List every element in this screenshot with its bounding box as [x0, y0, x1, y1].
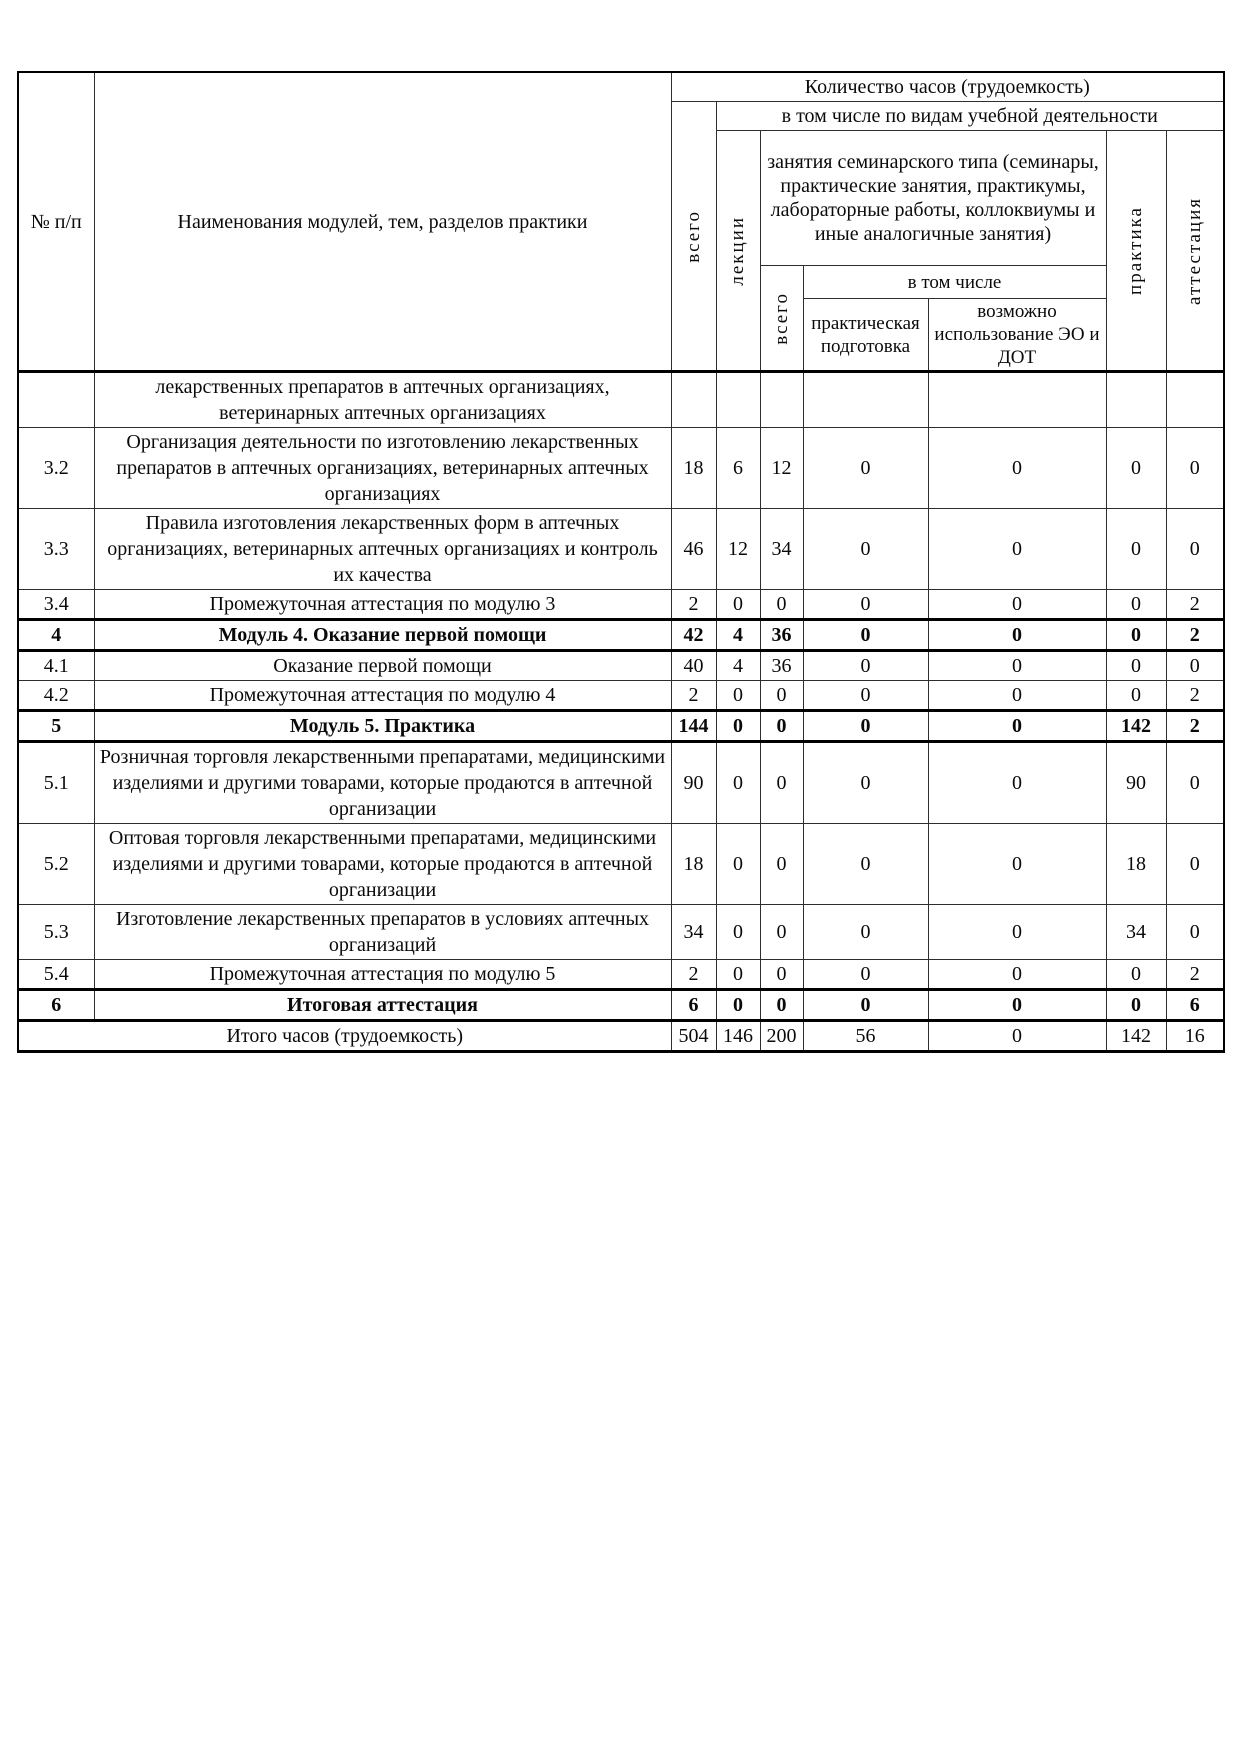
hours-cell: 0	[1166, 509, 1224, 590]
hours-cell	[716, 372, 760, 428]
hours-cell: 0	[928, 742, 1106, 824]
header-practice	[1106, 131, 1166, 372]
hours-cell: 2	[671, 681, 716, 711]
row-name: Модуль 5. Практика	[94, 711, 671, 742]
row-num: 5.2	[18, 824, 94, 905]
hours-cell: 0	[803, 905, 928, 960]
header-seminar-total-label: всего	[770, 291, 792, 345]
table-row	[18, 905, 1224, 960]
hours-cell: 0	[803, 428, 928, 509]
hours-cell: 2	[1166, 960, 1224, 990]
hours-cell: 46	[671, 509, 716, 590]
header-by-activity: в том числе по видам учебной деятельности	[716, 102, 1224, 131]
table-header	[18, 72, 1224, 372]
curriculum-table	[17, 71, 1225, 1053]
header-lectures-label: лекции	[727, 215, 748, 286]
hours-cell: 0	[928, 824, 1106, 905]
hours-cell: 2	[1166, 711, 1224, 742]
hours-cell: 0	[716, 824, 760, 905]
total-hours-cell: 56	[803, 1021, 928, 1052]
hours-cell: 0	[1106, 990, 1166, 1021]
hours-cell	[1106, 372, 1166, 428]
header-seminar-group: занятия семинарского типа (семинары, практические занятия, практикумы, лабораторные работы, коллоквиумы и иные аналогичные занятия)	[760, 131, 1106, 266]
hours-cell: 0	[1106, 620, 1166, 651]
hours-cell: 12	[716, 509, 760, 590]
row-num: 3.4	[18, 590, 94, 620]
row-name: Модуль 4. Оказание первой помощи	[94, 620, 671, 651]
row-num: 6	[18, 990, 94, 1021]
total-hours-cell: 146	[716, 1021, 760, 1052]
table-row	[18, 711, 1224, 742]
header-attestation	[1166, 131, 1224, 372]
row-name: Оптовая торговля лекарственными препаратами, медицинскими изделиями и другими товарами, которые продаются в аптечной организации	[94, 824, 671, 905]
hours-cell: 0	[1166, 742, 1224, 824]
total-hours-cell: 142	[1106, 1021, 1166, 1052]
hours-cell: 6	[1166, 990, 1224, 1021]
hours-cell: 34	[1106, 905, 1166, 960]
hours-cell: 2	[1166, 590, 1224, 620]
hours-cell: 36	[760, 651, 803, 681]
hours-cell	[928, 372, 1106, 428]
hours-cell: 18	[1106, 824, 1166, 905]
hours-cell: 0	[803, 960, 928, 990]
hours-cell: 0	[716, 905, 760, 960]
hours-cell: 0	[803, 990, 928, 1021]
row-num: 4	[18, 620, 94, 651]
hours-cell: 0	[716, 742, 760, 824]
table-row	[18, 428, 1224, 509]
table-row	[18, 590, 1224, 620]
row-name: Промежуточная аттестация по модулю 5	[94, 960, 671, 990]
hours-cell: 6	[716, 428, 760, 509]
hours-cell: 142	[1106, 711, 1166, 742]
hours-cell: 0	[716, 681, 760, 711]
hours-cell: 0	[1166, 824, 1224, 905]
table-row	[18, 372, 1224, 428]
hours-cell: 4	[716, 620, 760, 651]
hours-cell: 0	[803, 620, 928, 651]
hours-cell: 12	[760, 428, 803, 509]
row-num: 5.1	[18, 742, 94, 824]
hours-cell: 0	[928, 990, 1106, 1021]
hours-cell: 0	[716, 990, 760, 1021]
total-hours-cell: 200	[760, 1021, 803, 1052]
hours-cell: 6	[671, 990, 716, 1021]
row-num: 3.3	[18, 509, 94, 590]
hours-cell	[671, 372, 716, 428]
hours-cell: 0	[760, 742, 803, 824]
header-attestation-label: аттестация	[1183, 196, 1205, 305]
hours-cell: 0	[803, 651, 928, 681]
header-total	[671, 102, 716, 372]
hours-cell: 90	[671, 742, 716, 824]
hours-cell: 0	[716, 711, 760, 742]
row-name: Изготовление лекарственных препаратов в условиях аптечных организаций	[94, 905, 671, 960]
hours-cell: 0	[803, 681, 928, 711]
hours-cell: 2	[1166, 681, 1224, 711]
table-row	[18, 824, 1224, 905]
table-row	[18, 960, 1224, 990]
hours-cell: 0	[1106, 590, 1166, 620]
table-row	[18, 651, 1224, 681]
hours-cell: 0	[1166, 905, 1224, 960]
hours-cell: 0	[928, 960, 1106, 990]
hours-cell: 0	[928, 711, 1106, 742]
row-num	[18, 372, 94, 428]
hours-cell: 0	[1106, 428, 1166, 509]
hours-cell: 2	[1166, 620, 1224, 651]
hours-cell: 36	[760, 620, 803, 651]
hours-cell: 0	[803, 509, 928, 590]
row-num: 5	[18, 711, 94, 742]
row-name: лекарственных препаратов в аптечных организациях, ветеринарных аптечных организациях	[94, 372, 671, 428]
table-row	[18, 681, 1224, 711]
hours-cell: 0	[1106, 681, 1166, 711]
row-name: Организация деятельности по изготовлению лекарственных препаратов в аптечных организациях, ветеринарных аптечных организациях	[94, 428, 671, 509]
hours-cell: 144	[671, 711, 716, 742]
row-name: Правила изготовления лекарственных форм в аптечных организациях, ветеринарных аптечных организациях и контроль их качества	[94, 509, 671, 590]
row-num: 3.2	[18, 428, 94, 509]
hours-cell: 0	[760, 681, 803, 711]
hours-cell: 0	[803, 590, 928, 620]
total-hours-cell: 504	[671, 1021, 716, 1052]
row-name: Итоговая аттестация	[94, 990, 671, 1021]
hours-cell	[1166, 372, 1224, 428]
hours-cell: 0	[1106, 960, 1166, 990]
hours-cell: 0	[928, 428, 1106, 509]
hours-cell: 0	[1166, 428, 1224, 509]
hours-cell: 0	[928, 620, 1106, 651]
header-practical-training: практическая подготовка	[803, 299, 928, 372]
header-eo-dot: возможно использование ЭО и ДОТ	[928, 299, 1106, 372]
hours-cell: 0	[1106, 509, 1166, 590]
hours-cell: 2	[671, 960, 716, 990]
hours-cell: 0	[928, 590, 1106, 620]
row-num: 4.1	[18, 651, 94, 681]
hours-cell: 0	[760, 590, 803, 620]
header-total-label: всего	[682, 209, 704, 263]
hours-cell: 34	[671, 905, 716, 960]
header-num: № п/п	[18, 72, 94, 372]
table-row	[18, 620, 1224, 651]
hours-cell: 4	[716, 651, 760, 681]
hours-cell: 0	[928, 905, 1106, 960]
table-body	[18, 372, 1224, 1052]
hours-cell: 0	[1106, 651, 1166, 681]
header-name: Наименования модулей, тем, разделов практики	[94, 72, 671, 372]
hours-cell: 18	[671, 428, 716, 509]
hours-cell: 0	[803, 711, 928, 742]
total-label: Итого часов (трудоемкость)	[18, 1021, 671, 1052]
row-name: Промежуточная аттестация по модулю 4	[94, 681, 671, 711]
hours-cell	[760, 372, 803, 428]
hours-cell: 0	[803, 824, 928, 905]
hours-cell: 0	[760, 824, 803, 905]
header-including: в том числе	[803, 266, 1106, 299]
hours-cell: 0	[928, 681, 1106, 711]
total-hours-cell: 16	[1166, 1021, 1224, 1052]
hours-cell: 2	[671, 590, 716, 620]
hours-cell: 40	[671, 651, 716, 681]
hours-cell: 90	[1106, 742, 1166, 824]
hours-cell: 0	[928, 509, 1106, 590]
hours-cell: 0	[760, 905, 803, 960]
total-row	[18, 1021, 1224, 1052]
hours-cell: 42	[671, 620, 716, 651]
hours-cell: 0	[716, 960, 760, 990]
row-num: 4.2	[18, 681, 94, 711]
header-lectures	[716, 131, 760, 372]
row-num: 5.3	[18, 905, 94, 960]
hours-cell: 0	[716, 590, 760, 620]
hours-cell: 0	[760, 990, 803, 1021]
hours-cell: 18	[671, 824, 716, 905]
hours-cell: 0	[1166, 651, 1224, 681]
header-hours-group: Количество часов (трудоемкость)	[671, 72, 1224, 102]
hours-cell	[803, 372, 928, 428]
row-name: Промежуточная аттестация по модулю 3	[94, 590, 671, 620]
row-name: Оказание первой помощи	[94, 651, 671, 681]
hours-cell: 0	[760, 711, 803, 742]
row-name: Розничная торговля лекарственными препаратами, медицинскими изделиями и другими товарами, которые продаются в аптечной организации	[94, 742, 671, 824]
header-seminar-total	[760, 266, 803, 372]
table-row	[18, 509, 1224, 590]
hours-cell: 0	[803, 742, 928, 824]
table-row	[18, 742, 1224, 824]
hours-cell: 0	[760, 960, 803, 990]
row-num: 5.4	[18, 960, 94, 990]
hours-cell: 0	[928, 651, 1106, 681]
total-hours-cell: 0	[928, 1021, 1106, 1052]
header-practice-label: практика	[1125, 206, 1146, 295]
table-row	[18, 990, 1224, 1021]
hours-cell: 34	[760, 509, 803, 590]
